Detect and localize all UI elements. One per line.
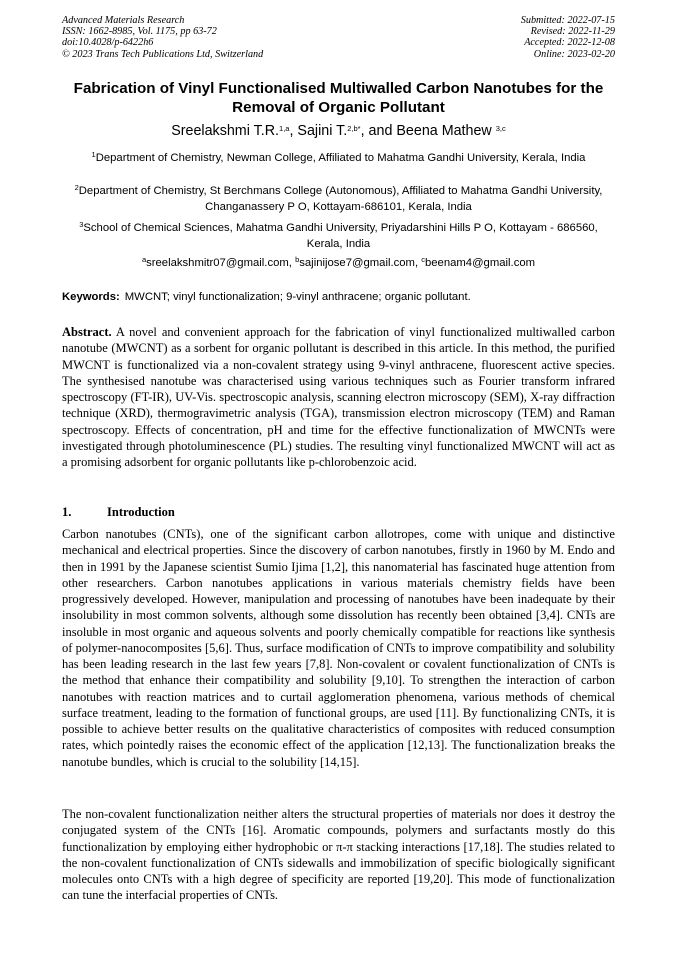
email-link[interactable]: sajinijose7@gmail.com: [299, 257, 415, 269]
email-link[interactable]: sreelakshmitr07@gmail.com: [146, 257, 289, 269]
keywords-text: MWCNT; vinyl functionalization; 9-vinyl anthracene; organic pollutant.: [124, 291, 471, 303]
email-separator: ,: [414, 257, 422, 269]
doi-line[interactable]: doi:10.4028/p-6422h6: [62, 37, 154, 49]
affiliation-sup: 3: [79, 220, 84, 229]
author-separator: ,: [289, 123, 298, 139]
accepted-date: Accepted: 2022-12-08: [524, 37, 615, 49]
author-list: [62, 122, 615, 140]
keywords: [62, 290, 615, 305]
author-sup: 3,c: [495, 124, 506, 133]
author-name: Sajini T.: [297, 123, 348, 139]
abstract: [62, 324, 615, 470]
author-sup: 2,b*: [347, 124, 361, 133]
affiliation: [70, 150, 607, 166]
affiliation-text: Department of Chemistry, Newman College, Affiliated to Mahatma Gandhi University, Kerala, India: [95, 152, 586, 164]
keywords-label: Keywords:: [62, 291, 120, 303]
abstract-text: A novel and convenient approach for the fabrication of vinyl functionalized multiwalled carbon nanotube (MWCNT) as a sorbent for organic pollutant is described in this article. In this method, the purified MWCNT is functionalized via a non-covalent strategy using 9-vinyl anthracene, fluorescent active species. The synthesised nanotube was characterised using various techniques such as Fourier transform infrared spectroscopy (FT-IR), UV-Vis. spectroscopic analysis, scanning electron microscopy (SEM), X-ray diffraction technique (XRD), thermogravimetric analysis (TGA), transmission electron microscopy (TEM) and Raman spectroscopy. Effects of concentration, pH and time for the effective functionalization of MWCNTs were investigated through photoluminescence (PL) studies. The resulting vinyl functionalized MWCNT will act as a promising adsorbent for organic pollutants like p-chlorobenzoic acid.: [62, 325, 615, 469]
body-paragraph: Carbon nanotubes (CNTs), one of the significant carbon allotropes, come with unique and distinctive mechanical and electrical properties. Since the discovery of carbon nanotubes, firstly in 1960 by M. Endo and then in 1991 by the Japanese scientist Sumio Ijima [1,2], this nanomaterial has fascinated huge attention from other researchers. Carbon nanotubes applications in various materials chemistry fields have been progressively developed. However, manipulation and processing of nanotubes have been inadequate by their insolubility in most common solvents, although some dissolution has recently been obtained [3,4]. CNTs are insoluble in most organic and aqueous solvents and poorly chemically compatible for reactions like synthesis of polymer-nanocomposites [5,6]. Thus, surface modification of CNTs to improve compatibility and solubility has been leading research in the last few years [7,8]. Non-covalent or covalent functionalization of CNTs is the method that enhance their compatibility and solubility [9,10]. To strengthen the interaction of carbon nanotubes with reaction matrices and to curtail agglomeration phenomena, various methods of chemical surface treatment, leading to the formation of functional groups, are used [11]. By functionalizing CNTs, it is possible to achieve better results on the qualitative characteristics of composites with reduced consumption rates, which pointedly raises the economic effect of the application [12,13]. The functionalization breaks the nanotube bundles, which is crucial to the solubility [14,15].: [62, 527, 615, 769]
email-link[interactable]: beenam4@gmail.com: [424, 257, 536, 269]
submitted-date: Submitted: 2022-07-15: [520, 15, 615, 26]
journal-name: Advanced Materials Research: [62, 15, 185, 26]
paper-title: Fabrication of Vinyl Functionalised Multiwalled Carbon Nanotubes for the Removal of Organic Pollutant: [73, 80, 604, 116]
email-sup: c: [421, 255, 425, 264]
author-name: Beena Mathew: [396, 123, 492, 139]
copyright-line: © 2023 Trans Tech Publications Ltd, Switzerland: [62, 48, 264, 60]
body-paragraph: The non-covalent functionalization neither alters the structural properties of materials nor does it destroy the conjugated system of the CNTs [16]. Aromatic compounds, polymers and surfactants mostly do this functionalization by employing either hydrophobic or π-π stacking interactions [17,18]. The studies related to the non-covalent functionalization of CNTs sidewalls and immobilization of specific biologically significant molecules onto CNTs with a high degree of specificity are reported [19,20]. This mode of functionalization can tune the interfacial properties of CNTs.: [62, 807, 615, 903]
affiliation-sup: 2: [74, 183, 79, 192]
revised-date: Revised: 2022-11-29: [530, 26, 615, 38]
section-number: 1.: [62, 505, 72, 519]
section-heading: [62, 504, 175, 520]
issn-line: ISSN: 1662-8985, Vol. 1175, pp 63-72: [62, 26, 217, 38]
abstract-label: Abstract.: [62, 325, 112, 339]
affiliation-text: Department of Chemistry, St Berchmans College (Autonomous), Affiliated to Mahatma Gandhi University, Changanassery P O, Kottayam-686101, Kerala, India: [78, 185, 603, 214]
author-sup: 1,a: [279, 124, 290, 133]
email-sup: b: [295, 255, 300, 264]
affiliation-sup: 1: [91, 150, 96, 159]
dates-header: [521, 15, 615, 60]
author-separator: , and: [360, 123, 397, 139]
email-separator: ,: [288, 257, 296, 269]
online-date: Online: 2023-02-20: [533, 48, 615, 60]
affiliation-text: School of Chemical Sciences, Mahatma Gandhi University, Priyadarshini Hills P O, Kottayam - 686560, Kerala, India: [83, 222, 598, 251]
affiliation: [70, 183, 607, 216]
journal-header: [62, 15, 263, 60]
affiliation: [70, 220, 607, 253]
section-title: Introduction: [107, 505, 175, 519]
author-name: Sreelakshmi T.R.: [171, 123, 280, 139]
email-list: [62, 256, 615, 271]
email-sup: a: [141, 255, 147, 264]
